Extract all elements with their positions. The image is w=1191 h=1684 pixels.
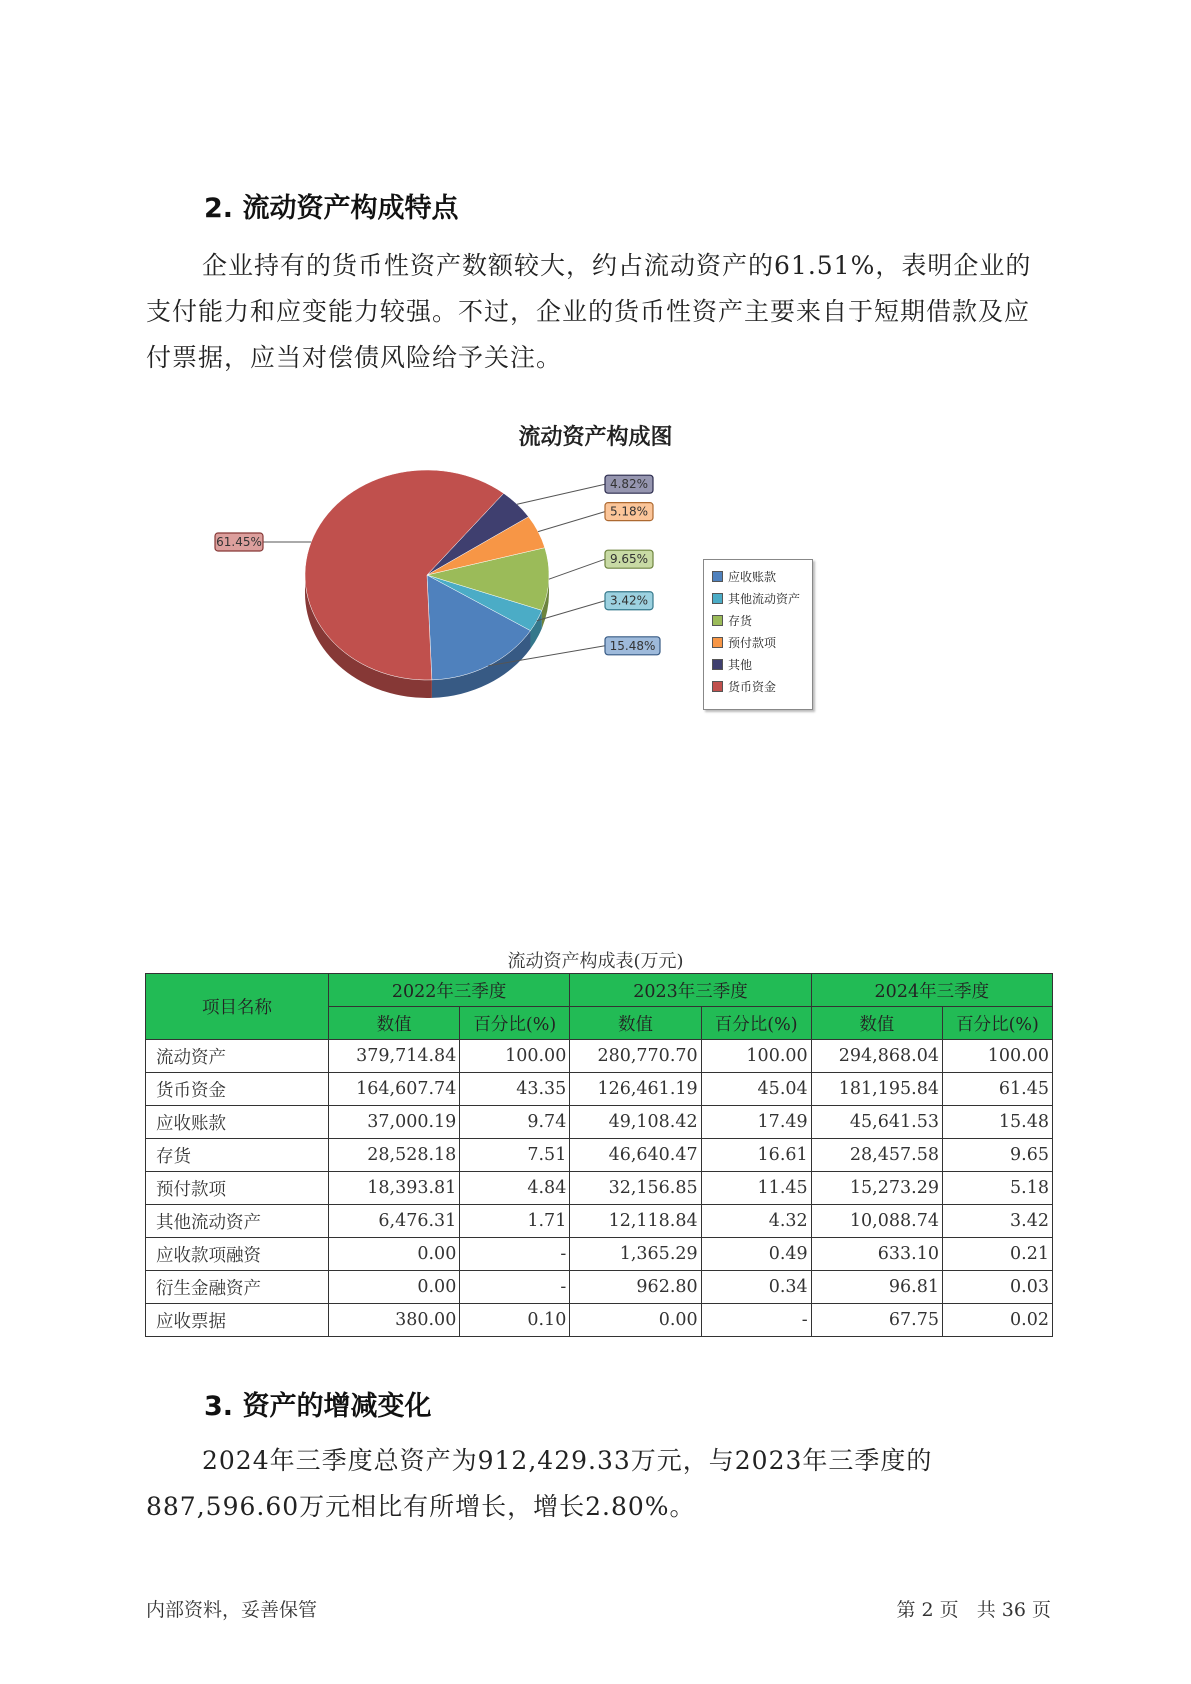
cell-percent: 11.45 [701,1172,811,1205]
cell-percent: 5.18 [942,1172,1052,1205]
legend-label: 预付款项 [728,635,777,650]
cell-percent: 0.10 [460,1304,570,1337]
cell-percent: - [460,1238,570,1271]
cell-percent: 43.35 [460,1073,570,1106]
table-subheader-value: 数值 [570,1007,701,1040]
row-name: 衍生金融资产 [146,1271,329,1304]
table-row [146,1304,1053,1337]
chart-title: 流动资产构成图 [518,425,673,450]
cell-percent: 0.02 [942,1304,1052,1337]
table-header-period: 2023年三季度 [570,974,811,1007]
cell-value: 32,156.85 [570,1172,701,1205]
section-heading-change: 3. 资产的增减变化 [204,1391,432,1422]
legend-swatch [712,615,723,626]
table-row [146,1106,1053,1139]
label-leader-line [517,484,605,504]
table-subheader-percent: 百分比(%) [701,1007,811,1040]
current-assets-table [145,973,1053,1337]
cell-value: 962.80 [570,1271,701,1304]
section-heading-composition: 2. 流动资产构成特点 [204,193,459,224]
cell-value: 15,273.29 [811,1172,942,1205]
table-row [146,1172,1053,1205]
cell-value: 28,528.18 [329,1139,460,1172]
cell-value: 49,108.42 [570,1106,701,1139]
cell-value: 46,640.47 [570,1139,701,1172]
row-name: 存货 [146,1139,329,1172]
legend-swatch [712,637,723,648]
row-name: 货币资金 [146,1073,329,1106]
legend-item [712,568,776,584]
cell-value: 380.00 [329,1304,460,1337]
cell-percent: 17.49 [701,1106,811,1139]
slice-percent-label: 4.82% [609,477,649,492]
cell-value: 67.75 [811,1304,942,1337]
table-header-name: 项目名称 [146,974,329,1040]
table-header-period: 2024年三季度 [811,974,1052,1007]
cell-value: 18,393.81 [329,1172,460,1205]
cell-percent: - [701,1304,811,1337]
table-row [146,1073,1053,1106]
footer-page-number: 第 2 页 共 36 页 [896,1599,1051,1621]
cell-percent: 4.32 [701,1205,811,1238]
table-row [146,1040,1053,1073]
cell-percent: 0.21 [942,1238,1052,1271]
legend-swatch [712,571,723,582]
cell-percent: 100.00 [942,1040,1052,1073]
cell-percent: 61.45 [942,1073,1052,1106]
cell-value: 12,118.84 [570,1205,701,1238]
cell-percent: 3.42 [942,1205,1052,1238]
cell-value: 126,461.19 [570,1073,701,1106]
legend-label: 应收账款 [728,569,777,584]
table-row [146,1238,1053,1271]
table-subheader-percent: 百分比(%) [460,1007,570,1040]
cell-percent: 16.61 [701,1139,811,1172]
cell-value: 45,641.53 [811,1106,942,1139]
table-row [146,1139,1053,1172]
cell-percent: 1.71 [460,1205,570,1238]
cell-value: 1,365.29 [570,1238,701,1271]
cell-value: 96.81 [811,1271,942,1304]
cell-value: 633.10 [811,1238,942,1271]
cell-percent: 0.34 [701,1271,811,1304]
cell-value: 10,088.74 [811,1205,942,1238]
slice-percent-label: 5.18% [609,504,649,519]
cell-value: 6,476.31 [329,1205,460,1238]
legend-item [712,634,776,650]
pie-chart [0,470,1191,730]
table-subheader-value: 数值 [811,1007,942,1040]
legend-swatch [712,659,723,670]
cell-value: 0.00 [570,1304,701,1337]
row-name: 应收票据 [146,1304,329,1337]
cell-percent: 0.03 [942,1271,1052,1304]
cell-percent: 9.65 [942,1139,1052,1172]
row-name: 其他流动资产 [146,1205,329,1238]
row-name: 预付款项 [146,1172,329,1205]
cell-percent: 100.00 [701,1040,811,1073]
slice-percent-label: 15.48% [609,638,656,653]
cell-percent: - [460,1271,570,1304]
chart-legend [703,559,813,710]
slice-percent-label: 61.45% [216,534,262,549]
label-leader-line [549,559,605,579]
section-paragraph-change: 2024年三季度总资产为912,429.33万元，与2023年三季度的887,596.60万元相比有所增长，增长2.80%。 [146,1446,933,1521]
slice-percent-label: 3.42% [609,593,649,608]
footer-confidential: 内部资料，妥善保管 [146,1599,318,1621]
cell-percent: 7.51 [460,1139,570,1172]
cell-value: 37,000.19 [329,1106,460,1139]
label-leader-line [538,512,605,532]
cell-value: 0.00 [329,1238,460,1271]
table-row [146,1271,1053,1304]
section-paragraph-composition: 企业持有的货币性资产数额较大，约占流动资产的61.51%，表明企业的支付能力和应变能力较强。不过，企业的货币性资产主要来自于短期借款及应付票据，应当对偿债风险给予关注。 [146,251,1032,372]
cell-value: 280,770.70 [570,1040,701,1073]
cell-value: 164,607.74 [329,1073,460,1106]
legend-label: 货币资金 [728,679,777,694]
legend-item [712,612,752,628]
legend-label: 存货 [728,613,753,628]
legend-swatch [712,681,723,692]
table-subheader-percent: 百分比(%) [942,1007,1052,1040]
row-name: 应收账款 [146,1106,329,1139]
cell-value: 379,714.84 [329,1040,460,1073]
cell-value: 28,457.58 [811,1139,942,1172]
row-name: 应收款项融资 [146,1238,329,1271]
legend-swatch [712,593,723,604]
cell-percent: 0.49 [701,1238,811,1271]
cell-percent: 4.84 [460,1172,570,1205]
legend-item [712,678,776,694]
cell-percent: 9.74 [460,1106,570,1139]
slice-percent-label: 9.65% [609,552,649,567]
legend-label: 其他流动资产 [728,591,801,606]
row-name: 流动资产 [146,1040,329,1073]
table-row [146,1205,1053,1238]
cell-value: 181,195.84 [811,1073,942,1106]
table-subheader-value: 数值 [329,1007,460,1040]
cell-percent: 100.00 [460,1040,570,1073]
cell-percent: 45.04 [701,1073,811,1106]
cell-value: 294,868.04 [811,1040,942,1073]
legend-item [712,656,752,672]
legend-item [712,590,800,606]
table-caption: 流动资产构成表(万元) [507,951,684,972]
table-header-period: 2022年三季度 [329,974,570,1007]
cell-value: 0.00 [329,1271,460,1304]
legend-label: 其他 [728,657,753,672]
cell-percent: 15.48 [942,1106,1052,1139]
